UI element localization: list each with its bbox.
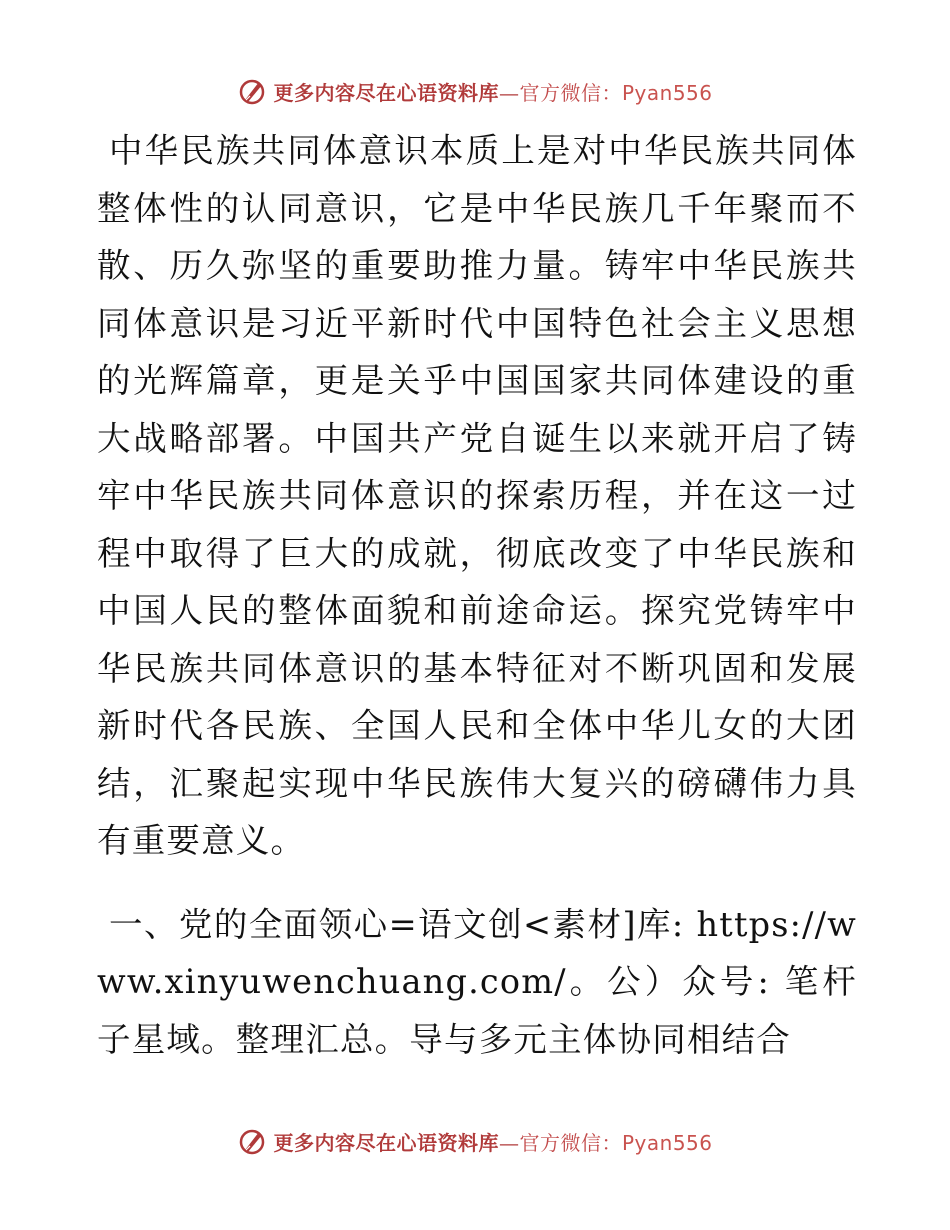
body-paragraph-2-section-heading: 一、党的全面领心=语文创<素材]库: https://www.xinyuwenchuang.com/。公）众号: 笔杆子星域。整理汇总。导与多元主体协同相结合 [97, 904, 857, 1059]
footer-wechat-label: 官方微信： [519, 1130, 622, 1155]
page-header-banner [0, 72, 950, 110]
page-footer-banner [0, 1122, 950, 1160]
header-banner-prefix: 更多内容尽在心语资料库 [273, 80, 499, 105]
quill-pen-logo-icon [237, 76, 267, 106]
quill-pen-logo-icon [237, 1126, 267, 1156]
footer-banner-separator: — [498, 1130, 520, 1155]
body-paragraph-1: 中华民族共同体意识本质上是对中华民族共同体整体性的认同意识，它是中华民族几千年聚而不散、历久弥坚的重要助推力量。铸牢中华民族共同体意识是习近平新时代中国特色社会主义思想的光辉篇章，更是关乎中国国家共同体建设的重大战略部署。中国共产党自诞生以来就开启了铸牢中华民族共同体意识的探索历程，并在这一过程中取得了巨大的成就，彻底改变了中华民族和中国人民的整体面貌和前途命运。探究党铸牢中华民族共同体意识的基本特征对不断巩固和发展新时代各民族、全国人民和全体中华儿女的大团结，汇聚起实现中华民族伟大复兴的磅礴伟力具有重要意义。 [97, 131, 857, 860]
document-body [97, 122, 857, 1068]
header-wechat-label: 官方微信： [519, 80, 622, 105]
footer-banner-text [273, 1127, 712, 1156]
header-banner-text [273, 77, 712, 106]
footer-wechat-id: Pyan556 [621, 1130, 713, 1155]
header-banner-separator: — [498, 80, 520, 105]
header-wechat-id: Pyan556 [621, 80, 713, 105]
footer-banner-prefix: 更多内容尽在心语资料库 [273, 1130, 499, 1155]
